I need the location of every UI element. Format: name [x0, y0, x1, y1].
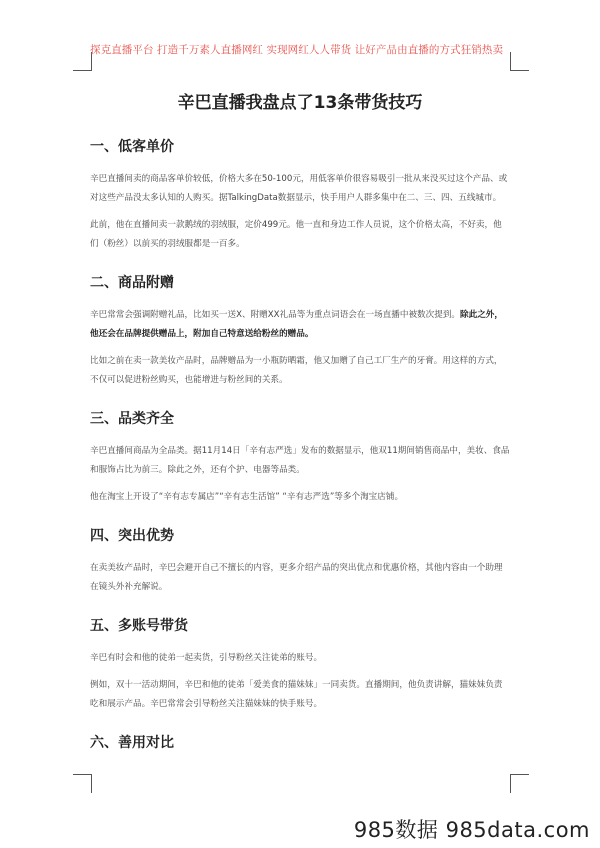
document-body — [90, 136, 510, 766]
crop-mark-bottom-right — [510, 774, 529, 793]
paragraph: 比如之前在卖一款美妆产品时，品牌赠品为一小瓶防晒霜，他又加赠了自己工厂生产的牙膏。用这样的方式，不仅可以促进粉丝购买，也能增进与粉丝间的关系。 — [90, 356, 503, 385]
section-2 — [90, 272, 510, 390]
crop-mark-bottom-left — [73, 774, 92, 793]
section-6 — [90, 732, 510, 752]
section-heading: 五、多账号带货 — [90, 618, 188, 634]
section-heading: 三、品类齐全 — [90, 411, 174, 427]
paragraph-text: 辛巴常常会强调附赠礼品，比如买一送X、附赠XX礼品等为重点词语会在一场直播中被数次提到。 — [90, 310, 461, 320]
paragraph: 他在淘宝上开设了“辛有志专属店”“辛有志生活馆” “辛有志严选”等多个淘宝店铺。 — [90, 492, 404, 502]
section-1 — [90, 136, 510, 254]
watermark-text: 985数据 985data.com — [353, 818, 590, 842]
paragraph: 在卖美妆产品时，辛巴会避开自己不擅长的内容，更多介绍产品的突出优点和优惠价格，其他内容由一个助理在镜头外补充解说。 — [90, 563, 503, 592]
paragraph: 辛巴直播间商品为全品类。据11月14日「辛有志严选」发布的数据显示，他双11期间销售商品中，美妆、食品和服饰占比为前三。除此之外，还有个护、电器等品类。 — [90, 446, 510, 475]
section-4 — [90, 525, 510, 597]
section-heading: 四、突出优势 — [90, 528, 174, 544]
section-heading: 二、商品附赠 — [90, 275, 174, 291]
paragraph-bold-text: 除此之外，他还会在品牌提供赠品上，附加自己特意送给粉丝的赠品。 — [90, 310, 503, 339]
section-heading: 一、低客单价 — [90, 139, 174, 155]
section-heading: 六、善用对比 — [90, 735, 174, 751]
paragraph: 辛巴有时会和他的徒弟一起卖货，引导粉丝关注徒弟的账号。 — [90, 653, 323, 663]
paragraph — [90, 306, 510, 344]
section-3 — [90, 408, 510, 507]
paragraph: 此前，他在直播间卖一款鹅绒的羽绒服，定价499元。他一直和身边工作人员说，这个价格太高，不好卖，他们（粉丝）以前买的羽绒服都是一百多。 — [90, 220, 502, 249]
section-5 — [90, 615, 510, 714]
page-header-tagline: 探克直播平台 打造千万素人直播网红 实现网红人人带货 让好产品由直播的方式狂销热卖 — [90, 44, 504, 56]
paragraph: 例如，双十一活动期间，辛巴和他的徒弟「爱美食的猫妹妹」一同卖货。直播期间，他负责讲解，猫妹妹负责吃和展示产品。辛巴常常会引导粉丝关注猫妹妹的快手账号。 — [90, 680, 503, 709]
paragraph: 辛巴直播间卖的商品客单价较低，价格大多在50-100元，用低客单价很容易吸引一批从来没买过这个产品、或对这些产品没太多认知的人购买。据TalkingData数据显示，快手用户人群多集中在二、三、四、五线城市。 — [90, 174, 508, 203]
document-title: 辛巴直播我盘点了13条带货技巧 — [177, 93, 423, 113]
